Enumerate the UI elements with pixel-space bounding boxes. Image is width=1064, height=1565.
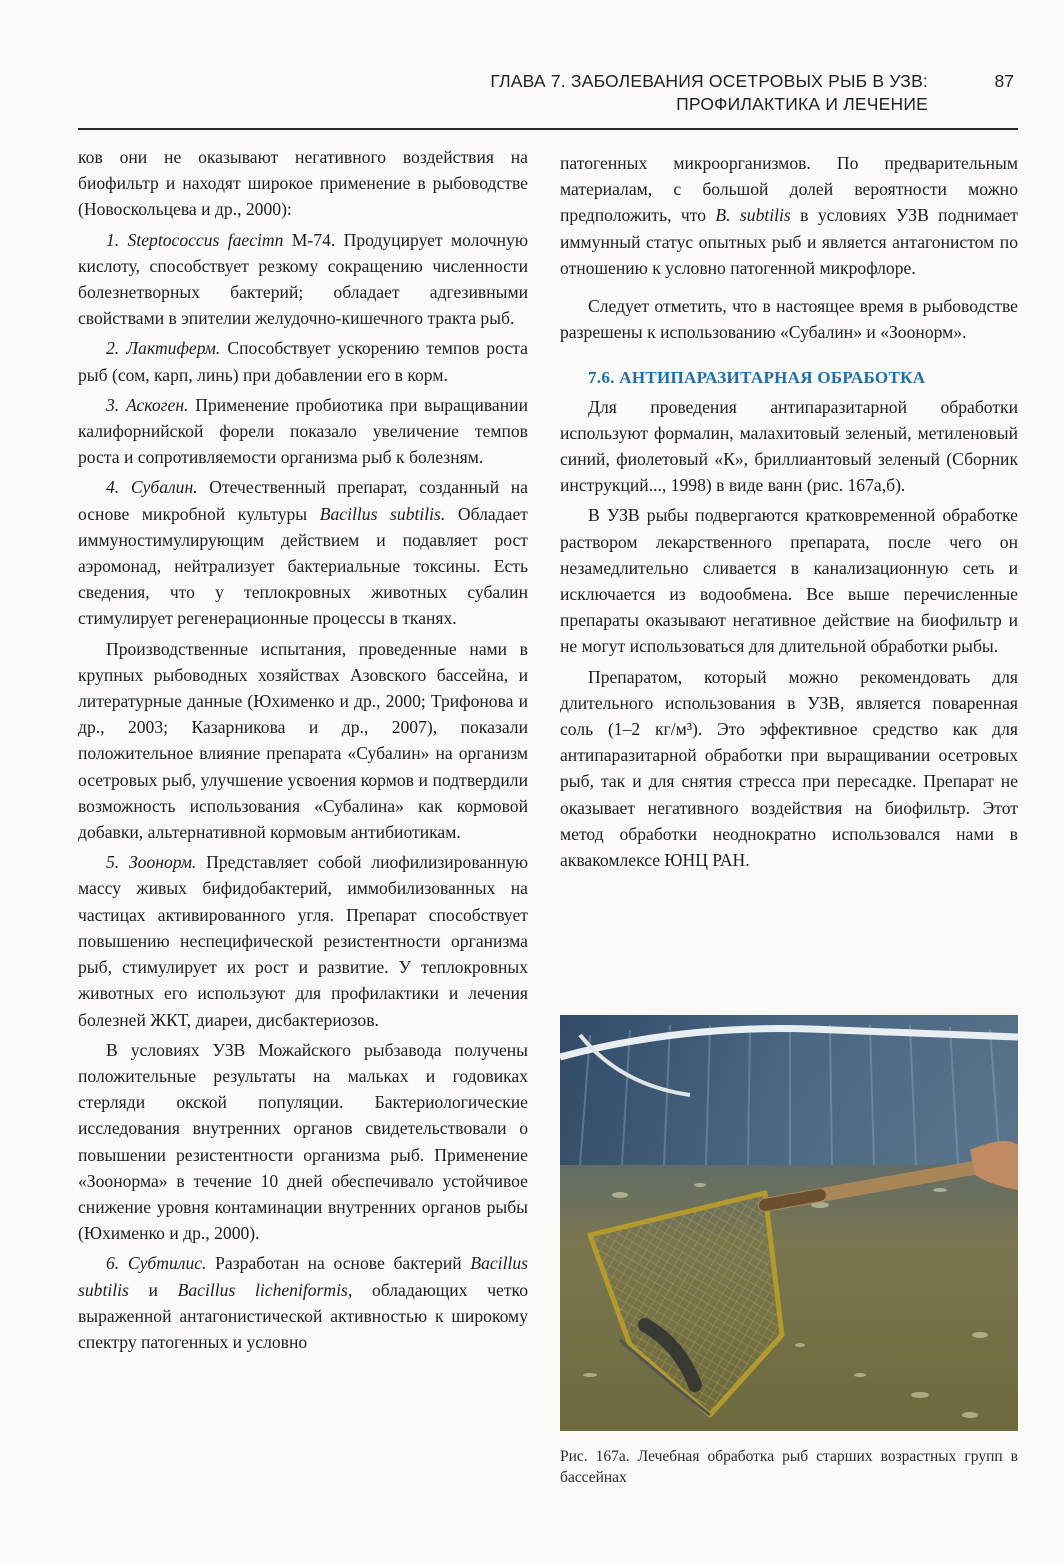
list-item-laktiferm: 2. Лактиферм. Способствует ускорению темпов роста рыб (сом, карп, линь) при добавлении его в корм.: [78, 338, 528, 385]
photo-illustration: [560, 1015, 1018, 1431]
item-name: 1. Steptococcus faecimn: [106, 229, 284, 250]
list-item-subalin: 4. Субалин. Отечественный препарат, созданный на основе микробной культуры Bacillus subtilis. Обладает иммуностимулирующим действием и подавляет рост аэромонад, нейтрализует бактериальные токсины. Есть сведения, что у теплокровных животных субалин стимулирует регенерационные процессы в тканях.: [78, 477, 528, 629]
figure-photo-fish-net: [560, 1015, 1018, 1431]
species-name: B. subtilis: [715, 205, 791, 226]
list-item-subtilis: 6. Субтилис. Разработан на основе бактерий Bacillus subtilis и Bacillus licheniformis, обладающих четко выраженной антагонистической активностью к широкому спектру патогенных и условно: [78, 1253, 528, 1352]
chapter-title-line2: ПРОФИЛАКТИКА И ЛЕЧЕНИЕ: [676, 94, 928, 114]
list-item-streptococcus: 1. Steptococcus faecimn М-74. Продуцирует молочную кислоту, способствует резкому сокращению численности болезнетворных бактерий; обладает адгезивными свойствами в эпителии желудочно-кишечного тракта рыб.: [78, 229, 529, 329]
paragraph: Следует отметить, что в настоящее время в рыбоводстве разрешены к использованию «Субалин» и «Зоонорм».: [560, 296, 1018, 343]
section-heading: 7.6. АНТИПАРАЗИТАРНАЯ ОБРАБОТКА: [588, 368, 926, 388]
chapter-title: [490, 70, 928, 116]
item-name: 4. Субалин.: [106, 477, 198, 498]
item-name: 3. Аскоген.: [106, 394, 189, 415]
item-name: 5. Зоонорм.: [106, 852, 197, 873]
list-item-askogen: 3. Аскоген. Применение пробиотика при выращивании калифорнийской форели показало увеличение темпов роста и сопротивляемости организма рыб к болезням.: [78, 394, 528, 468]
running-header: [78, 68, 1018, 130]
figure-caption: Рис. 167а. Лечебная обработка рыб старших возрастных групп в бассейнах: [560, 1448, 1018, 1486]
paragraph: ков они не оказывают негативного воздействия на биофильтр и находят широкое применение в рыбоводстве (Новоскольцева и др., 2000):: [78, 147, 528, 220]
paragraph: патогенных микроорганизмов. По предварительным материалам, с большой долей вероятности можно предположить, что B. subtilis в условиях УЗВ поднимает иммунный статус опытных рыб и является антагонистом по отношению к условно патогенной микрофлоре.: [560, 153, 1018, 278]
item-name: 6. Субтилис.: [106, 1253, 207, 1274]
species-name: Bacillus subtilis: [78, 1253, 528, 1300]
species-name: Bacillus subtilis.: [319, 503, 446, 524]
species-name: Bacillus licheniformis,: [177, 1279, 353, 1300]
chapter-title-line1: ГЛАВА 7. ЗАБОЛЕВАНИЯ ОСЕТРОВЫХ РЫБ В УЗВ:: [490, 71, 928, 91]
item-name: 2. Лактиферм.: [106, 338, 221, 359]
paragraph: Препаратом, который можно рекомендовать для длительного использования в УЗВ, является поваренная соль (1–2 кг/м³). Это эффективное средство как для антипаразитарной обработки при выращивании осетровых рыб, так и для снятия стресса при пересадке. Препарат не оказывает негативного воздействия на биофильтр. Этот метод обработки неоднократно использовался нами в аквакомлексе ЮНЦ РАН.: [560, 666, 1018, 871]
paragraph: Для проведения антипаразитарной обработки используют формалин, малахитовый зеленый, метиленовый синий, фиолетовый «К», бриллиантовый зеленый (Сборник инструкций..., 1998) в виде ванн (рис. 167а,б).: [560, 396, 1018, 496]
paragraph: В условиях УЗВ Можайского рыбзавода получены положительные результаты на мальках и годовиках стерляди окской популяции. Бактериологические исследования внутренних органов свидетельствовали о повышении резистентности организма рыб. Применение «Зоонорма» в течение 10 дней обеспечивало устойчивое снижение уровня контаминации внутренних органов рыбы (Юхименко и др., 2000).: [78, 1039, 528, 1244]
paragraph: Производственные испытания, проведенные нами в крупных рыбоводных хозяйствах Азовского бассейна, и литературные данные (Юхименко и др., 2000; Трифонова и др., 2003; Казарникова и др., 2007), показали положительное влияние препарата «Субалин» на организм осетровых рыб, улучшение усвоения кормов и подтвердили возможность использования «Субалина» как кормовой добавки, альтернативной кормовым антибиотикам.: [78, 638, 528, 843]
list-item-zoonorm: 5. Зоонорм. Представляет собой лиофилизированную массу живых бифидобактерий, иммобилизованных на частицах активированного угля. Препарат способствует повышению неспецифической резистентности организма рыб, стимулирует их рост и развитие. У теплокровных животных его используют для профилактики и лечения болезней ЖКТ, диареи, дисбактериозов.: [78, 852, 528, 1030]
paragraph: В УЗВ рыбы подвергаются кратковременной обработке раствором лекарственного препарата, после чего он незамедлительно сливается в канализационную сеть и исключается из водообмена. Все выше перечисленные препараты оказывают негативное действие на биофильтр и не могут использоваться для длительной обработки рыбы.: [560, 505, 1018, 657]
left-column: [78, 144, 528, 1359]
page-number: 87: [994, 71, 1014, 91]
right-column: [560, 150, 1018, 877]
